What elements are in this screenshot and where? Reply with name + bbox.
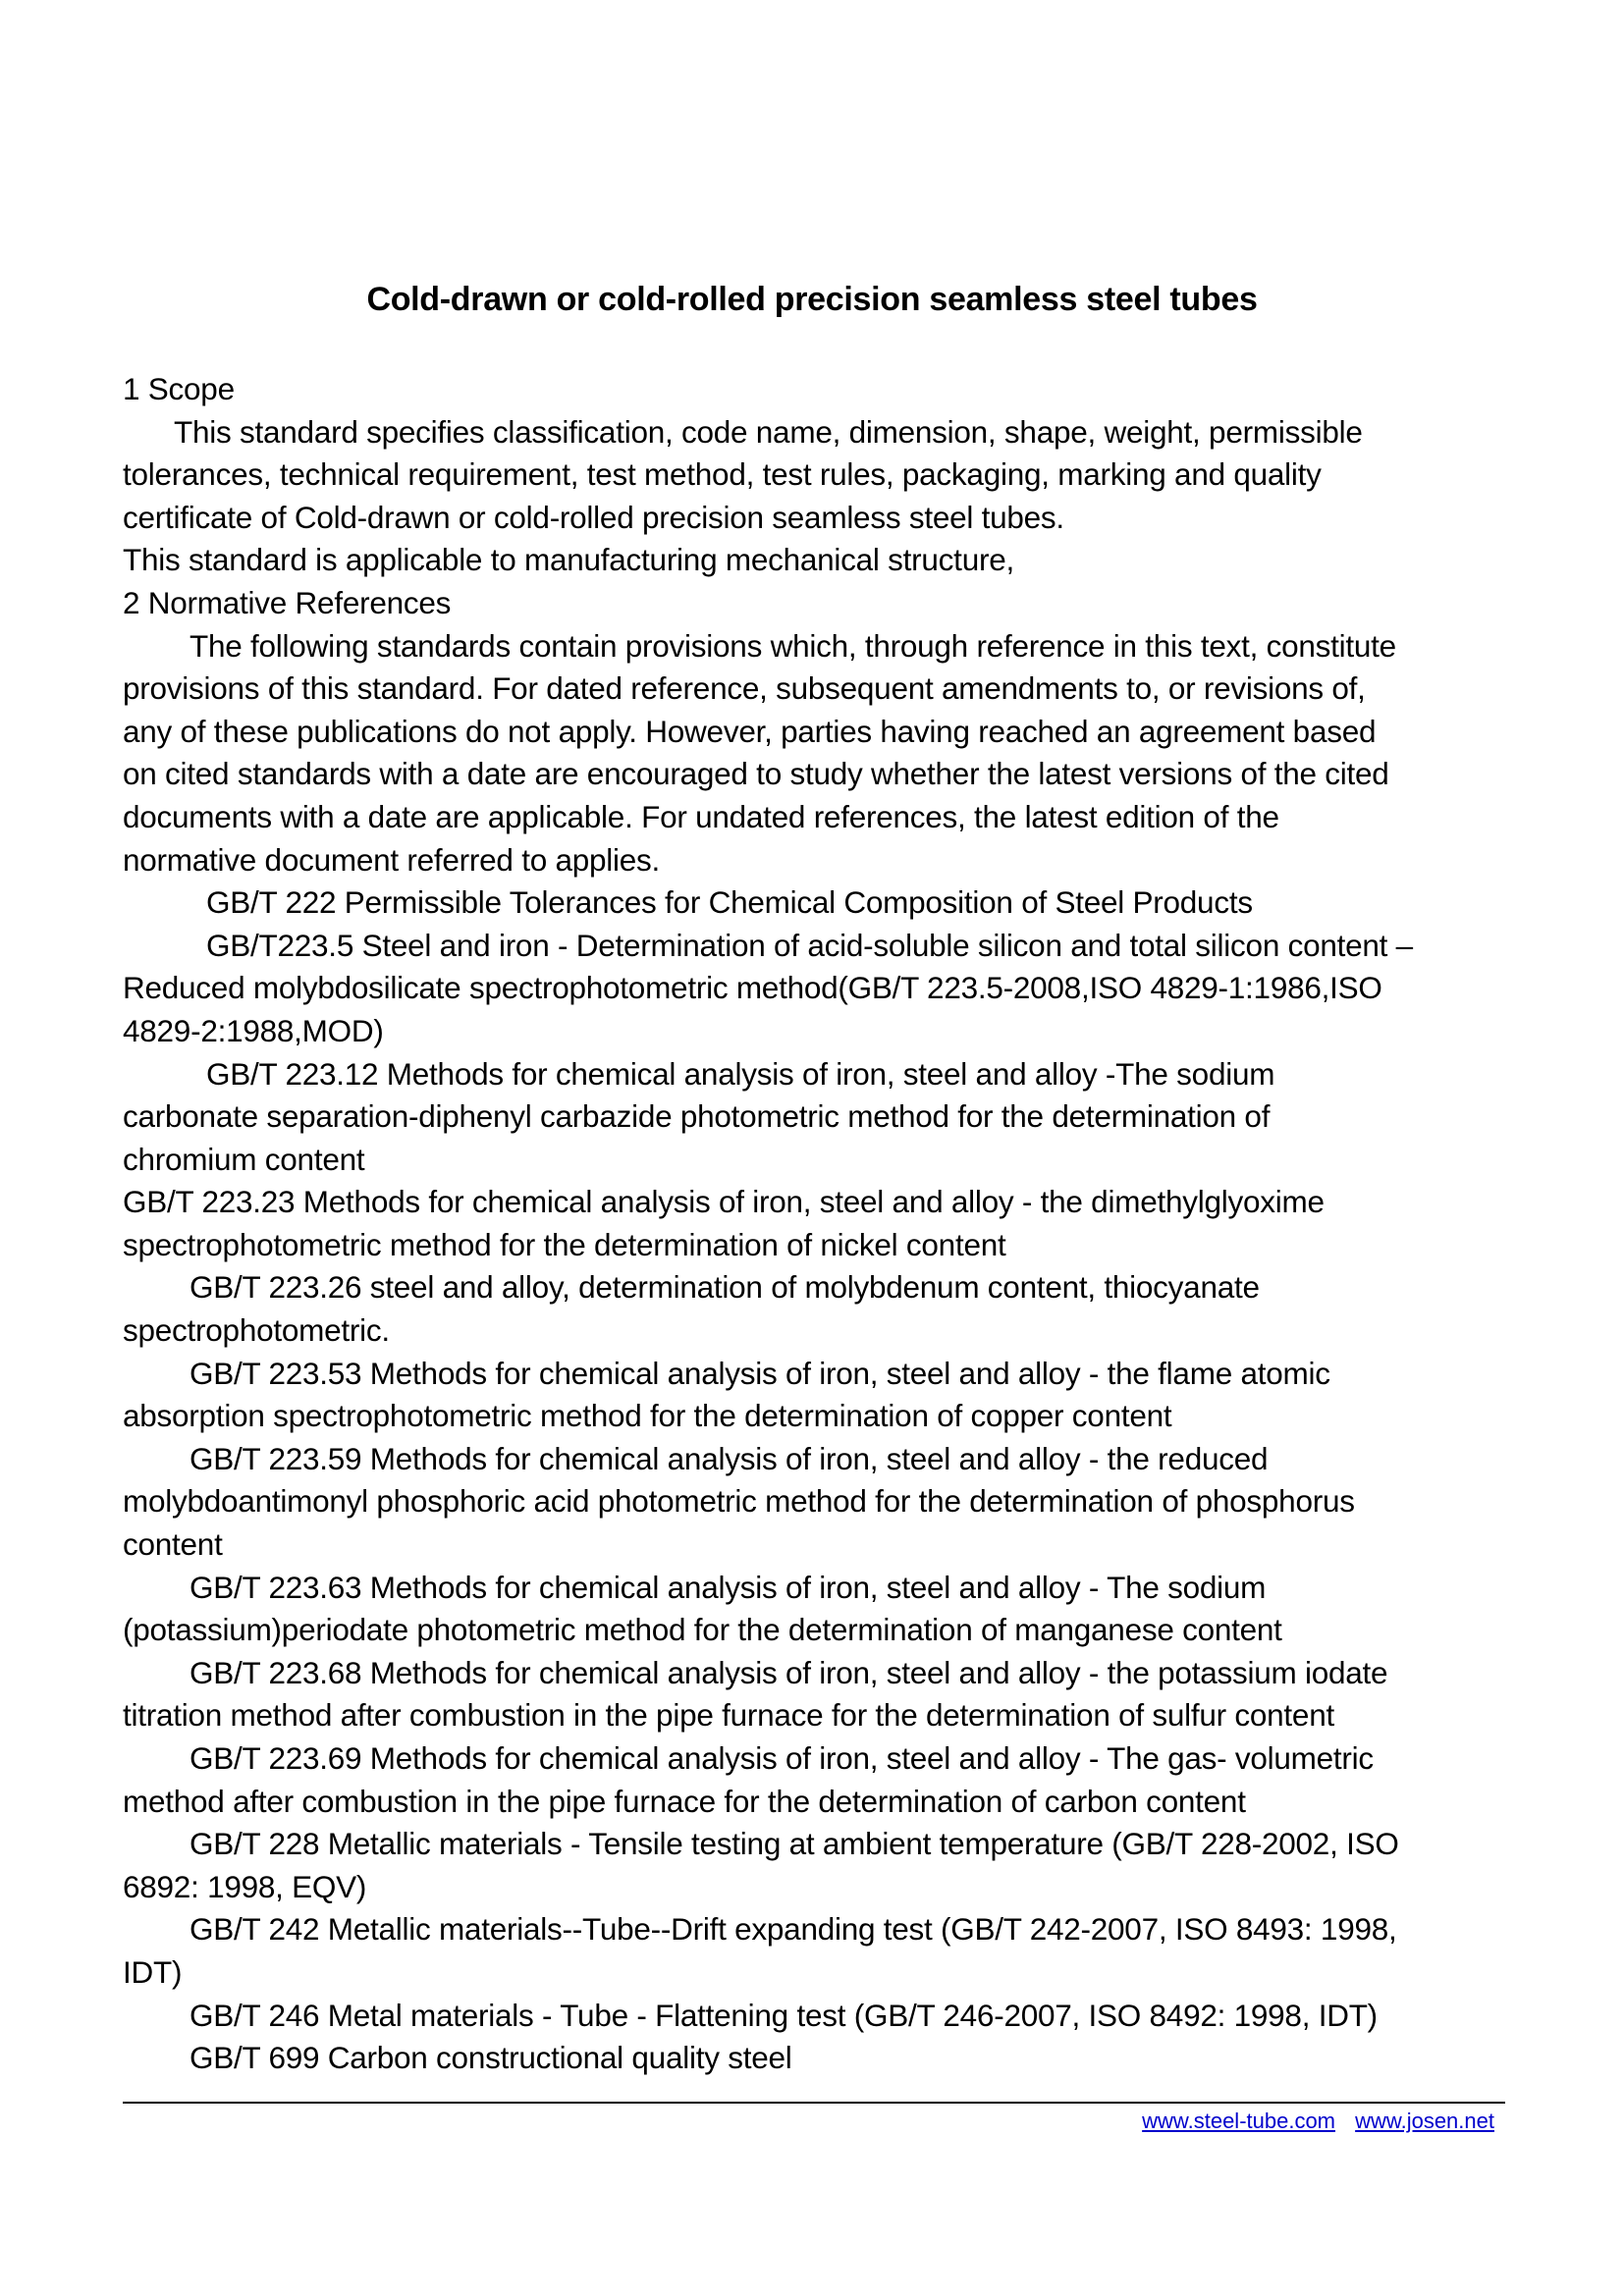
text-line: spectrophotometric method for the determination of nickel content [123, 1226, 1006, 1262]
text-line: This standard specifies classification, code name, dimension, shape, weight, permissible [174, 413, 1363, 450]
text-line: GB/T 223.26 steel and alloy, determination of molybdenum content, thiocyanate [189, 1269, 1260, 1306]
text-line: GB/T 223.12 Methods for chemical analysis of iron, steel and alloy -The sodium [206, 1055, 1275, 1092]
text-line: 6892: 1998, EQV) [123, 1868, 367, 1904]
text-line: documents with a date are applicable. For undated references, the latest edition of the [123, 798, 1279, 834]
text-line: GB/T 242 Metallic materials--Tube--Drift expanding test (GB/T 242-2007, ISO 8493: 1998, [189, 1911, 1397, 1948]
text-line: 1 Scope [123, 371, 235, 406]
text-line: carbonate separation-diphenyl carbazide photometric method for the determination of [123, 1098, 1271, 1135]
text-line: IDT) [123, 1953, 183, 1990]
text-line: content [123, 1526, 223, 1563]
text-line: GB/T 223.59 Methods for chemical analysis of iron, steel and alloy - the reduced [189, 1440, 1269, 1476]
text-line: GB/T 223.53 Methods for chemical analysis of iron, steel and alloy - the flame atomic [189, 1355, 1330, 1391]
footer-link-josen[interactable]: www.josen.net [1355, 2109, 1494, 2133]
text-line: GB/T 228 Metallic materials - Tensile testing at ambient temperature (GB/T 228-2002, ISO [189, 1826, 1399, 1862]
text-line: GB/T 223.63 Methods for chemical analysis of iron, steel and alloy - The sodium [189, 1569, 1267, 1605]
text-line: GB/T 223.68 Methods for chemical analysis of iron, steel and alloy - the potassium iodate [189, 1654, 1388, 1690]
text-line: titration method after combustion in the pipe furnace for the determination of sulfur content [123, 1697, 1334, 1734]
text-line: This standard is applicable to manufacturing mechanical structure, [123, 542, 1014, 578]
text-line: (potassium)periodate photometric method for the determination of manganese content [123, 1612, 1282, 1648]
text-line: GB/T 222 Permissible Tolerances for Chemical Composition of Steel Products [206, 884, 1253, 921]
text-line: Reduced molybdosilicate spectrophotometric method(GB/T 223.5-2008,ISO 4829-1:1986,ISO [123, 970, 1382, 1006]
text-line: provisions of this standard. For dated reference, subsequent amendments to, or revisions of, [123, 670, 1366, 707]
text-line: GB/T 223.23 Methods for chemical analysis of iron, steel and alloy - the dimethylglyoxime [123, 1184, 1325, 1220]
text-line: molybdoantimonyl phosphoric acid photometric method for the determination of phosphorus [123, 1483, 1355, 1520]
text-line: tolerances, technical requirement, test method, test rules, packaging, marking and quality [123, 456, 1322, 493]
text-line: chromium content [123, 1141, 365, 1177]
text-line: GB/T223.5 Steel and iron - Determination of acid-soluble silicon and total silicon content – [206, 927, 1413, 963]
text-line: 2 Normative References [123, 584, 452, 620]
text-line: certificate of Cold-drawn or cold-rolled precision seamless steel tubes. [123, 499, 1064, 535]
text-line: GB/T 246 Metal materials - Tube - Flattening test (GB/T 246-2007, ISO 8492: 1998, IDT) [189, 1997, 1378, 2033]
text-line: 4829-2:1988,MOD) [123, 1012, 384, 1048]
text-line: method after combustion in the pipe furnace for the determination of carbon content [123, 1783, 1246, 1819]
text-line: spectrophotometric. [123, 1312, 390, 1349]
footer-link-steel-tube[interactable]: www.steel-tube.com [1142, 2109, 1336, 2133]
text-line: any of these publications do not apply. However, parties having reached an agreement based [123, 713, 1377, 749]
footer-divider [123, 2102, 1505, 2104]
footer-links [1128, 2109, 1494, 2134]
text-line: GB/T 223.69 Methods for chemical analysis of iron, steel and alloy - The gas- volumetric [189, 1740, 1374, 1776]
text-line: normative document referred to applies. [123, 841, 661, 878]
document-title: Cold-drawn or cold-rolled precision seamless steel tubes [366, 281, 1258, 318]
text-line: GB/T 699 Carbon constructional quality steel [189, 2040, 792, 2076]
text-line: on cited standards with a date are encouraged to study whether the latest versions of the cited [123, 756, 1389, 792]
document-body [123, 368, 1517, 2080]
text-line: absorption spectrophotometric method for the determination of copper content [123, 1398, 1172, 1434]
text-line: The following standards contain provisions which, through reference in this text, constitute [189, 627, 1396, 664]
